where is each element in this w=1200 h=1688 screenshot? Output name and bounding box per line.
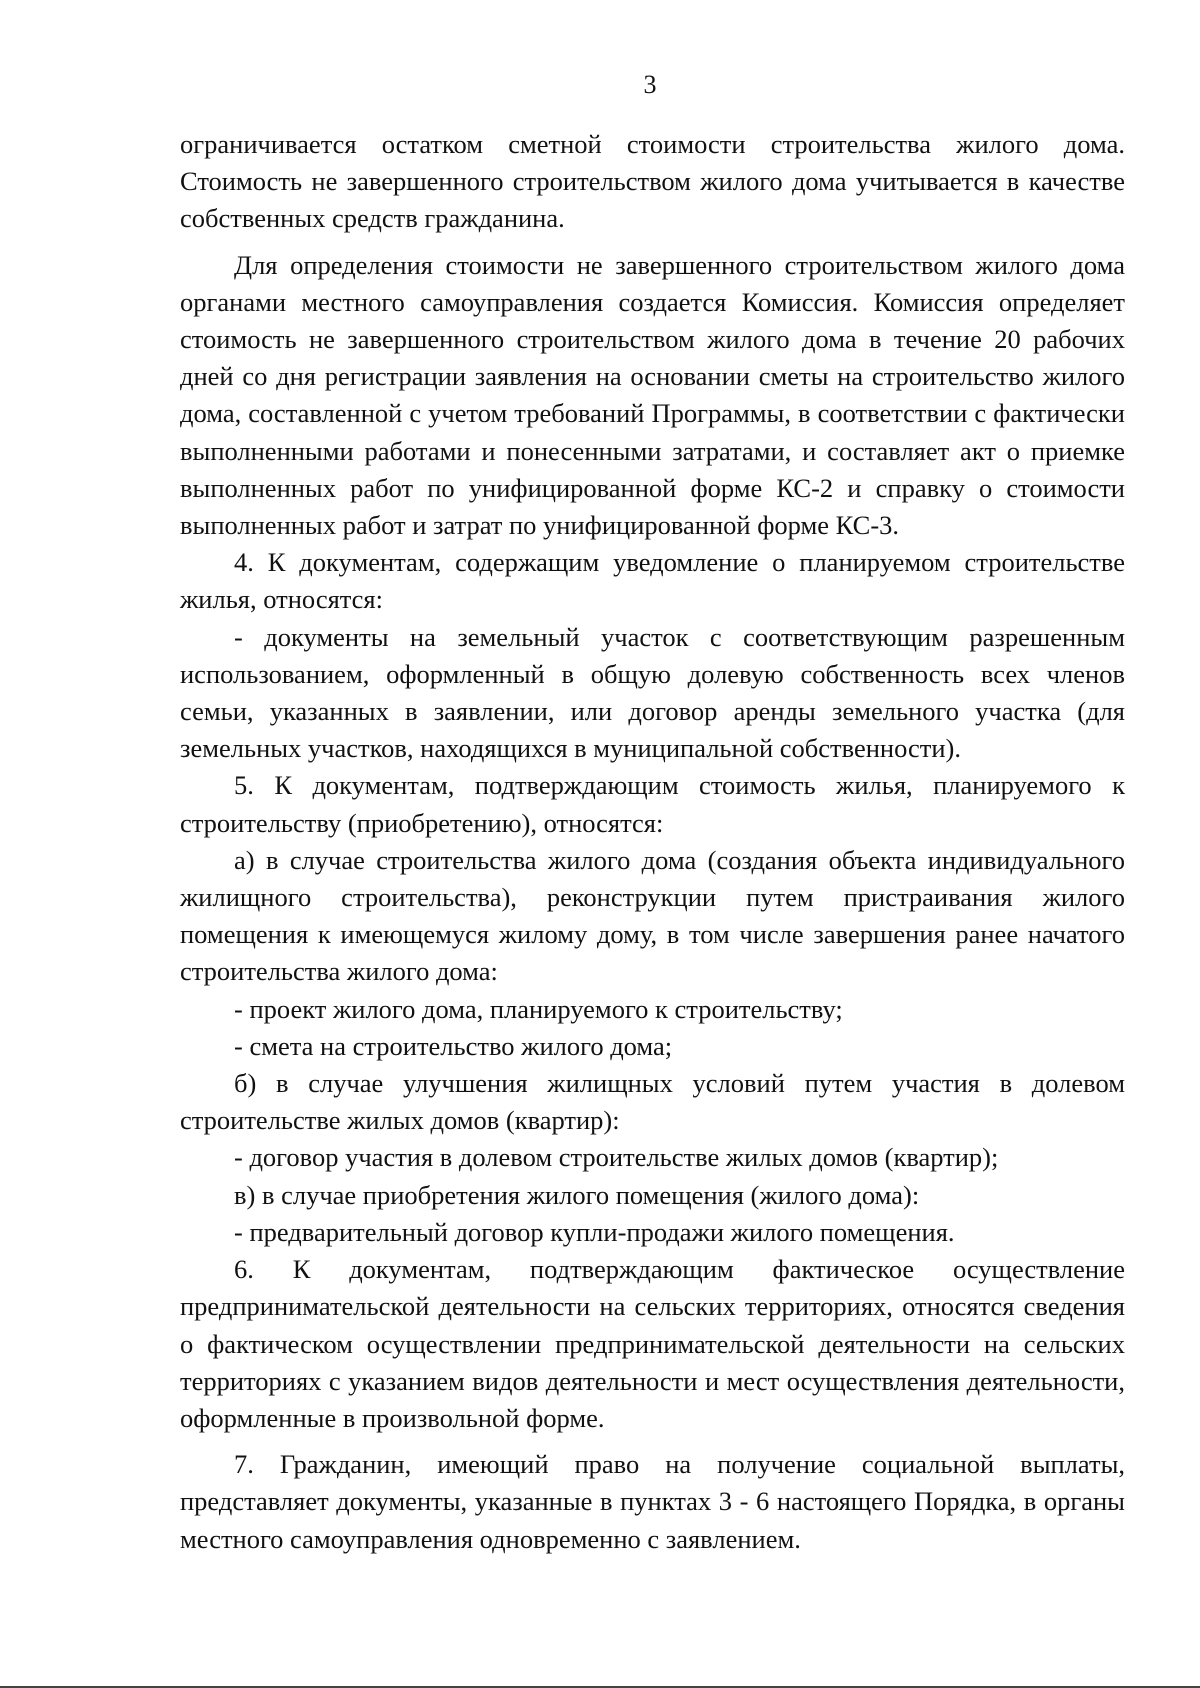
paragraph-house-project: - проект жилого дома, планируемого к строительству; bbox=[234, 993, 843, 1024]
paragraph-preliminary-contract: - предварительный договор купли-продажи жилого помещения. bbox=[234, 1216, 955, 1247]
paragraph-land-documents: - документы на земельный участок с соответствующим разрешенным использованием, оформленный в общую долевую собственность всех членов семьи, указанных в заявлении, или договор аренды земельного участка (для земельных участков, находящихся в муниципальной собственности). bbox=[180, 621, 1125, 764]
paragraph-item-5b: б) в случае улучшения жилищных условий путем участия в долевом строительстве жилых домов (квартир): bbox=[180, 1068, 1125, 1136]
paragraph-commission: Для определения стоимости не завершенного строительством жилого дома органами местного самоуправления создается Комиссия. Комиссия определяет стоимость не завершенного строительством жилого дома в течение 20 рабочих дней со дня регистрации заявления на основании сметы на строительство жилого дома, составленной с учетом требований Программы, в соответствии с фактически выполненными работами и понесенными затратами, и составляет акт о приемке выполненных работ по унифицированной форме КС-2 и справку о стоимости выполненных работ и затрат по унифицированной форме КС-3. bbox=[180, 249, 1125, 541]
page-number: 3 bbox=[643, 70, 657, 99]
paragraph-item-7: 7. Гражданин, имеющий право на получение социальной выплаты, представляет документы, указанные в пунктах 3 - 6 настоящего Порядка, в органы местного самоуправления одновременно с заявлением. bbox=[180, 1449, 1125, 1554]
paragraph-item-4: 4. К документам, содержащим уведомление о планируемом строительстве жилья, относятся: bbox=[180, 547, 1125, 615]
paragraph-cost-estimate: - смета на строительство жилого дома; bbox=[234, 1030, 673, 1061]
paragraph-shared-construction-contract: - договор участия в долевом строительстве жилых домов (квартир); bbox=[234, 1142, 999, 1173]
paragraph-item-5a: а) в случае строительства жилого дома (создания объекта индивидуального жилищного строительства), реконструкции путем пристраивания жилого помещения к имеющемуся жилому дому, в том числе завершения ранее начатого строительства жилого дома: bbox=[180, 844, 1125, 987]
paragraph-item-5v: в) в случае приобретения жилого помещения (жилого дома): bbox=[234, 1179, 920, 1210]
paragraph-item-5: 5. К документам, подтверждающим стоимость жилья, планируемого к строительству (приобретению), относятся: bbox=[180, 770, 1125, 838]
paragraph-item-6: 6. К документам, подтверждающим фактическое осуществление предпринимательской деятельности на сельских территориях, относятся сведения о фактическом осуществлении предпринимательской деятельности на сельских территориях с указанием видов деятельности и мест осуществления деятельности, оформленные в произвольной форме. bbox=[180, 1254, 1125, 1433]
paragraph-continuation: ограничивается остатком сметной стоимости строительства жилого дома. Стоимость не завершенного строительством жилого дома учитывается в качестве собственных средств гражданина. bbox=[180, 129, 1125, 234]
document-body bbox=[180, 126, 1125, 1558]
